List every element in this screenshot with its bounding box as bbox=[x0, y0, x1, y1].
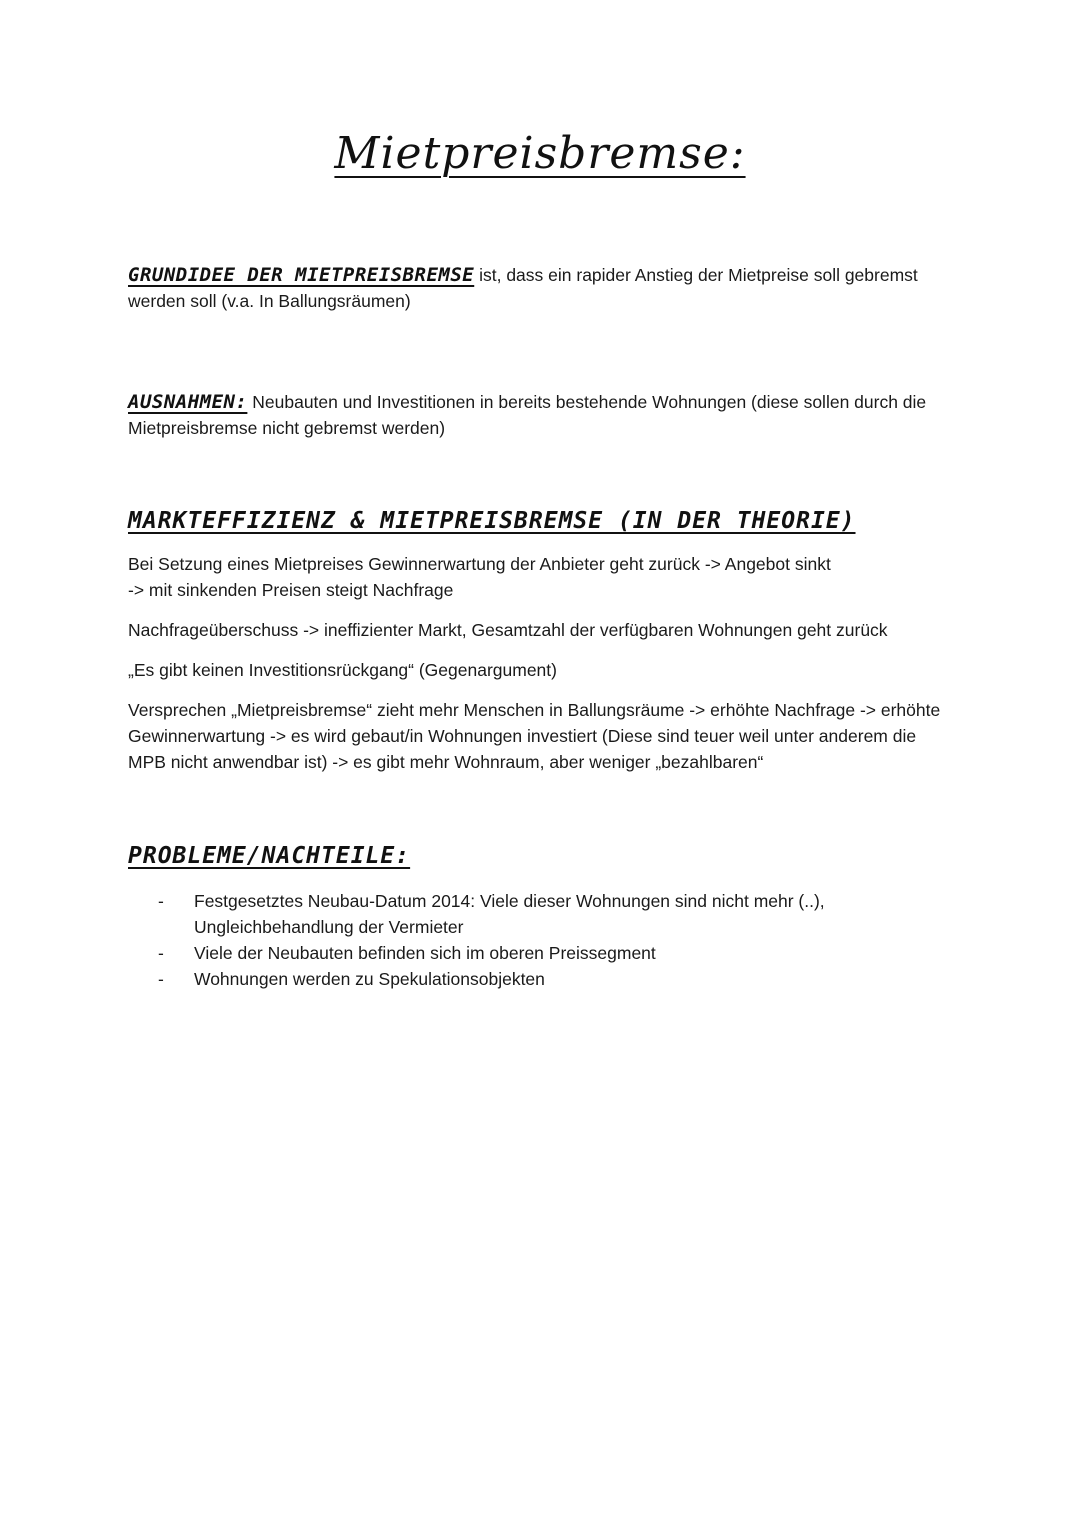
bullet-dash: - bbox=[158, 943, 164, 963]
section-ausnahmen bbox=[128, 389, 958, 455]
markteffizienz-paragraph-3: „Es gibt keinen Investitionsrückgang“ (Gegenargument) bbox=[128, 660, 557, 680]
grundidee-text: ist, dass ein rapider Anstieg der Mietpreise soll gebremst werden soll (v.a. In Ballungsräumen) bbox=[128, 265, 918, 311]
markteffizienz-paragraph-2: Nachfrageüberschuss -> ineffizienter Markt, Gesamtzahl der verfügbaren Wohnungen geht zurück bbox=[128, 620, 888, 640]
page-title: Mietpreisbremse: bbox=[334, 128, 746, 179]
probleme-heading: PROBLEME/NACHTEILE: bbox=[128, 843, 411, 869]
section-probleme bbox=[128, 843, 958, 992]
ausnahmen-text: Neubauten und Investitionen in bereits bestehende Wohnungen (diese sollen durch die Mietpreisbremse nicht gebremst werden) bbox=[128, 392, 927, 438]
section-markteffizienz bbox=[128, 508, 958, 789]
markteffizienz-paragraph-4: Versprechen „Mietpreisbremse“ zieht mehr Menschen in Ballungsräume -> erhöhte Nachfrage -> erhöhte Gewinnerwartung -> es wird gebaut/in Wohnungen investiert (Diese sind teuer weil unter anderem die MPB nicht anwendbar ist) -> es gibt mehr Wohnraum, aber weniger „bezahlbaren“ bbox=[128, 700, 941, 772]
list-item: - Wohnungen werden zu Spekulationsobjekten bbox=[128, 966, 958, 992]
probleme-list bbox=[128, 888, 958, 992]
markteffizienz-paragraph-1: Bei Setzung eines Mietpreises Gewinnerwartung der Anbieter geht zurück -> Angebot sinkt -> mit sinkenden Preisen steigt Nachfrage bbox=[128, 554, 831, 600]
bullet-dash: - bbox=[158, 969, 164, 989]
ausnahmen-paragraph bbox=[128, 389, 958, 441]
ausnahmen-label: AUSNAHMEN: bbox=[128, 391, 248, 413]
bullet-dash: - bbox=[158, 891, 164, 911]
list-item: - Viele der Neubauten befinden sich im oberen Preissegment bbox=[128, 940, 958, 966]
section-grundidee bbox=[128, 262, 958, 328]
grundidee-paragraph bbox=[128, 262, 958, 314]
markteffizienz-heading: MARKTEFFIZIENZ & MIETPREISBREMSE (IN DER THEORIE) bbox=[128, 508, 856, 534]
list-item: - Festgesetztes Neubau-Datum 2014: Viele dieser Wohnungen sind nicht mehr (..), Ungleichbehandlung der Vermieter bbox=[128, 888, 958, 940]
grundidee-label: GRUNDIDEE DER MIETPREISBREMSE bbox=[128, 264, 475, 286]
